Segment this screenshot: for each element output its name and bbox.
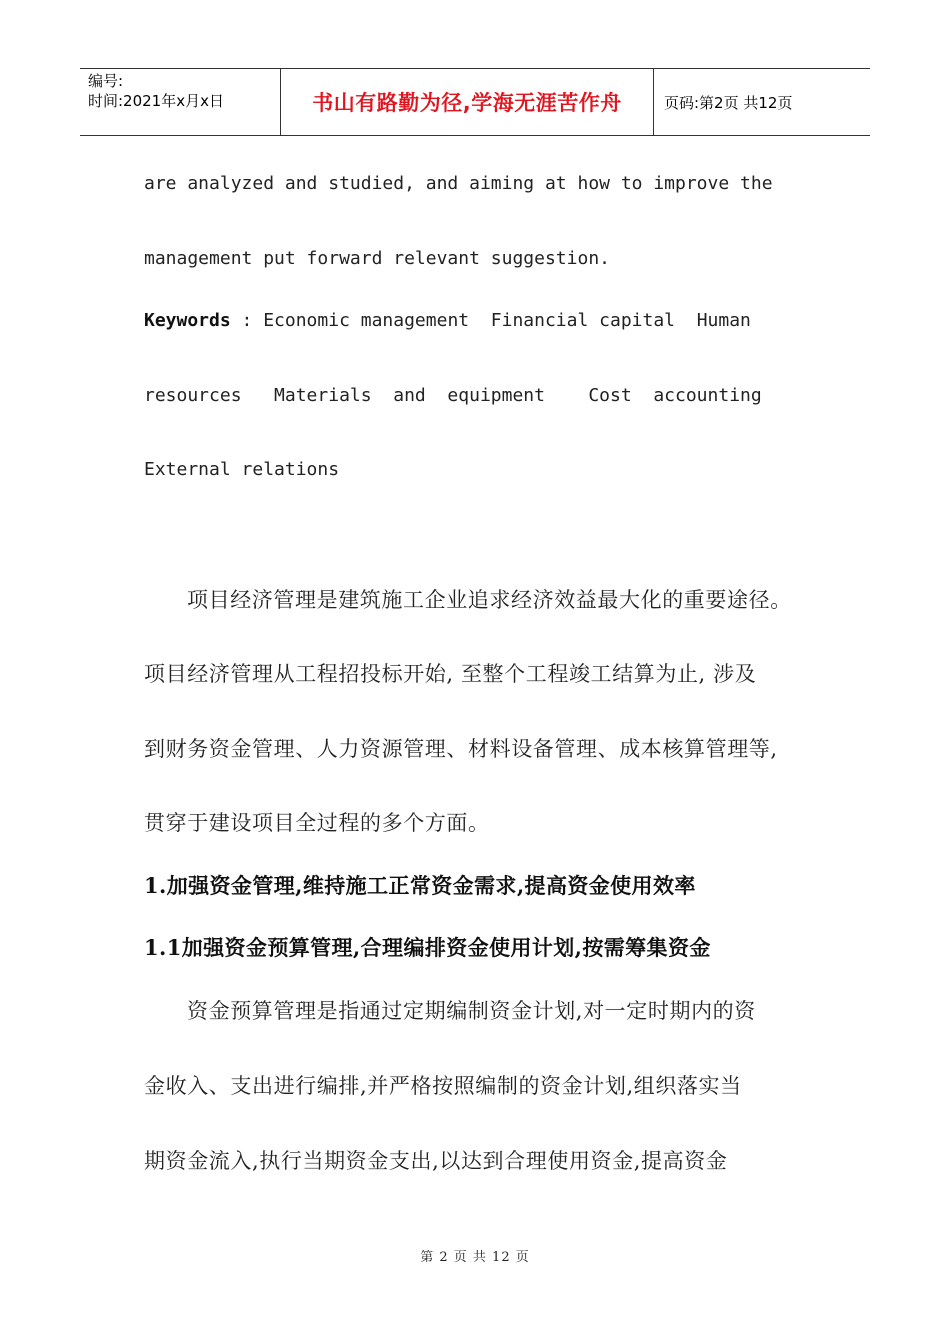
document-header: [80, 68, 870, 136]
section-heading-1: 1.加强资金管理,维持施工正常资金需求,提高资金使用效率: [144, 873, 696, 898]
section-paragraph-line-3: 期资金流入,执行当期资金支出,以达到合理使用资金,提高资金: [144, 1149, 728, 1173]
keywords-text-1: : Economic management Financial capital Human: [230, 310, 751, 331]
intro-paragraph-line-2: 项目经济管理从工程招投标开始, 至整个工程竣工结算为止, 涉及: [144, 662, 757, 686]
page-footer: 第 2 页 共 12 页: [420, 1250, 530, 1265]
keywords-line-1: [144, 310, 751, 331]
document-number-label: 编号:: [88, 72, 124, 90]
abstract-line-1: are analyzed and studied, and aiming at how to improve the: [144, 173, 773, 194]
intro-paragraph-line-4: 贯穿于建设项目全过程的多个方面。: [144, 811, 490, 835]
header-motto: 书山有路勤为径,学海无涯苦作舟: [281, 69, 654, 135]
section-paragraph-line-1: 资金预算管理是指通过定期编制资金计划,对一定时期内的资: [187, 999, 756, 1023]
section-heading-1-1: 1.1加强资金预算管理,合理编排资金使用计划,按需筹集资金: [144, 935, 711, 960]
keywords-line-2: resources Materials and equipment Cost accounting: [144, 385, 762, 406]
document-date-label: 时间:2021年x月x日: [88, 92, 224, 110]
section-paragraph-line-2: 金收入、支出进行编排,并严格按照编制的资金计划,组织落实当: [144, 1074, 742, 1098]
header-meta-cell: [80, 69, 281, 135]
intro-paragraph-line-1: 项目经济管理是建筑施工企业追求经济效益最大化的重要途径。: [187, 588, 792, 612]
abstract-line-2: management put forward relevant suggestion.: [144, 248, 610, 269]
keywords-line-3: External relations: [144, 459, 340, 480]
header-page-info: 页码:第2页 共12页: [664, 93, 793, 112]
keywords-label: Keywords: [144, 310, 231, 331]
intro-paragraph-line-3: 到财务资金管理、人力资源管理、材料设备管理、成本核算管理等,: [144, 737, 778, 761]
